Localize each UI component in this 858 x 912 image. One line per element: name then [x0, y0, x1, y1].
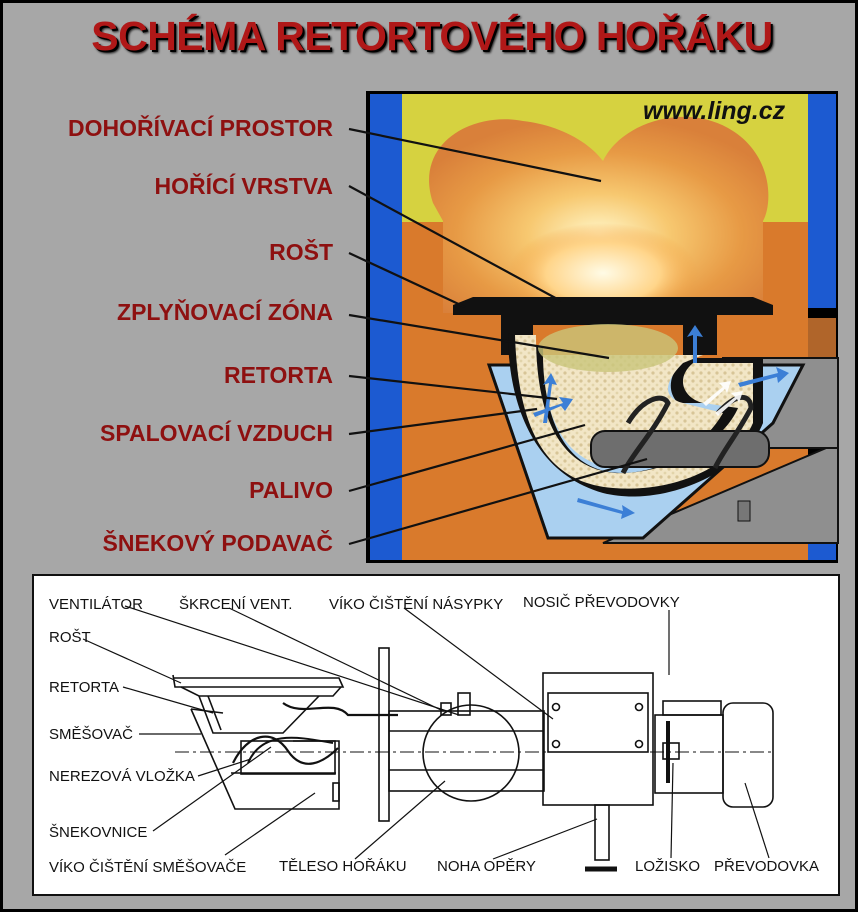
label-ventilator: VENTILÁTOR	[49, 596, 143, 613]
label-gasification-zone: ZPLYŇOVACÍ ZÓNA	[117, 299, 333, 325]
label-gearbox-carrier: NOSIČ PŘEVODOVKY	[523, 594, 680, 611]
label-gearbox: PŘEVODOVKA	[714, 858, 820, 875]
label-throttle-valve: ŠKRCENÍ VENT.	[179, 596, 293, 613]
label-support-leg: NOHA OPĚRY	[437, 858, 536, 875]
label-retort: RETORTA	[49, 679, 120, 696]
label-burning-layer: HOŘÍCÍ VRSTVA	[154, 173, 333, 199]
label-bearing: LOŽISKO	[635, 858, 701, 875]
label-grate-upper: ROŠT	[269, 239, 333, 265]
diagram-title: SCHÉMA RETORTOVÉHO HOŘÁKU	[91, 13, 773, 59]
label-mixer-cleaning-lid: VÍKO ČIŠTĚNÍ SMĚŠOVAČE	[49, 859, 247, 876]
label-hopper-cleaning-lid: VÍKO ČIŠTĚNÍ NÁSYPKY	[329, 596, 504, 613]
label-fuel: PALIVO	[249, 477, 333, 503]
gasification-zone	[538, 324, 678, 372]
label-grate: ROŠT	[49, 629, 91, 646]
label-stainless-liner: NEREZOVÁ VLOŽKA	[49, 768, 195, 785]
right-water-jacket	[808, 94, 836, 308]
label-screw-feeder: ŠNEKOVÝ PODAVAČ	[102, 530, 333, 556]
label-retort-upper: RETORTA	[223, 362, 333, 388]
label-auger-flight: ŠNEKOVNICE	[49, 824, 148, 841]
auger-shaft	[591, 431, 769, 467]
lower-technical-drawing	[33, 575, 839, 895]
label-burner-body: TĚLESO HOŘÁKU	[279, 858, 407, 875]
label-afterburning-space: DOHOŘÍVACÍ PROSTOR	[68, 115, 333, 141]
label-mixer: SMĚŠOVAČ	[49, 726, 133, 743]
website-url: www.ling.cz	[643, 97, 786, 125]
label-combustion-air: SPALOVACÍ VZDUCH	[100, 420, 333, 446]
left-water-jacket	[370, 94, 402, 560]
